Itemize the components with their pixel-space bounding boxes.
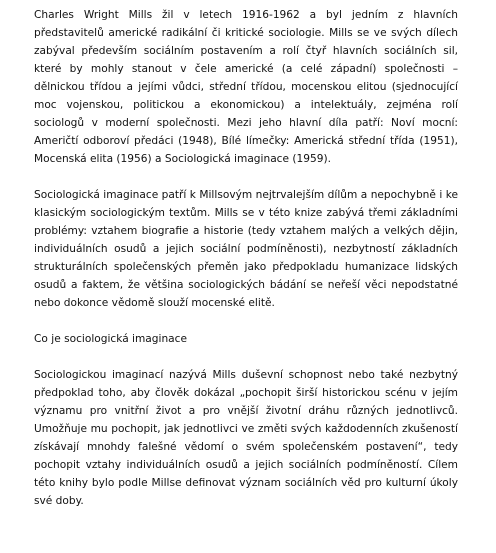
paragraph-spacer	[34, 312, 458, 330]
paragraph-sociological-imagination: Sociologická imaginace patří k Millsovým nejtrvalejším dílům a nepochybně i ke klasickým sociologickým textům. Mills se v této knize zabývá třemi základními problémy: vztahem biografie a historie (tedy vztahem malých a velkých dějin, individuálních osudů a jejich sociální podmíněnosti), nezbytností základních strukturálních společenských přeměn jako předpokladu humanizace lidských osudů a faktem, že většina sociologických bádání se neřeší věci nepodstatné nebo dokonce vědomě slouží mocenské elitě.	[34, 189, 458, 309]
paragraph-spacer	[34, 348, 458, 366]
section-heading: Co je sociologická imaginace	[34, 333, 188, 345]
paragraph-spacer	[34, 168, 458, 186]
paragraph-definition: Sociologickou imaginací nazývá Mills duševní schopnost nebo také nezbytný předpoklad toho, aby člověk dokázal „pochopit širší historickou scénu v jejím významu pro vnitřní život a pro vnější životní dráhu různých jednotlivců. Umožňuje mu pochopit, jak jednotlivci ve změti svých každodenních zkušeností získávají mnohdy falešné vědomí o svém společenském postavení“, tedy pochopit vztahy individuálních osudů a jejich sociálních podmíněností. Cílem této knihy bylo podle Millse definovat význam sociálních věd pro kulturní úkoly své doby.	[34, 369, 458, 507]
paragraph-intro: Charles Wright Mills žil v letech 1916-1962 a byl jedním z hlavních představitelů americké radikální či kritické sociologie. Mills se ve svých dílech zabýval především sociálním postavením a rolí čtyř hlavních sociálních sil, které by mohly stanout v čele americké (a celé západní) společnosti – dělnickou třídou a jejími vůdci, střední třídou, mocenskou elitou (sjednocující moc vojenskou, politickou a ekonomickou) a intelektuály, zejména rolí sociologů v moderní společnosti. Mezi jeho hlavní díla patří: Noví mocní: Američtí odboroví předáci (1948), Bílé límečky: Americká střední třída (1951), Mocenská elita (1956) a Sociologická imaginace (1959).	[34, 9, 458, 165]
article-body	[34, 6, 458, 510]
